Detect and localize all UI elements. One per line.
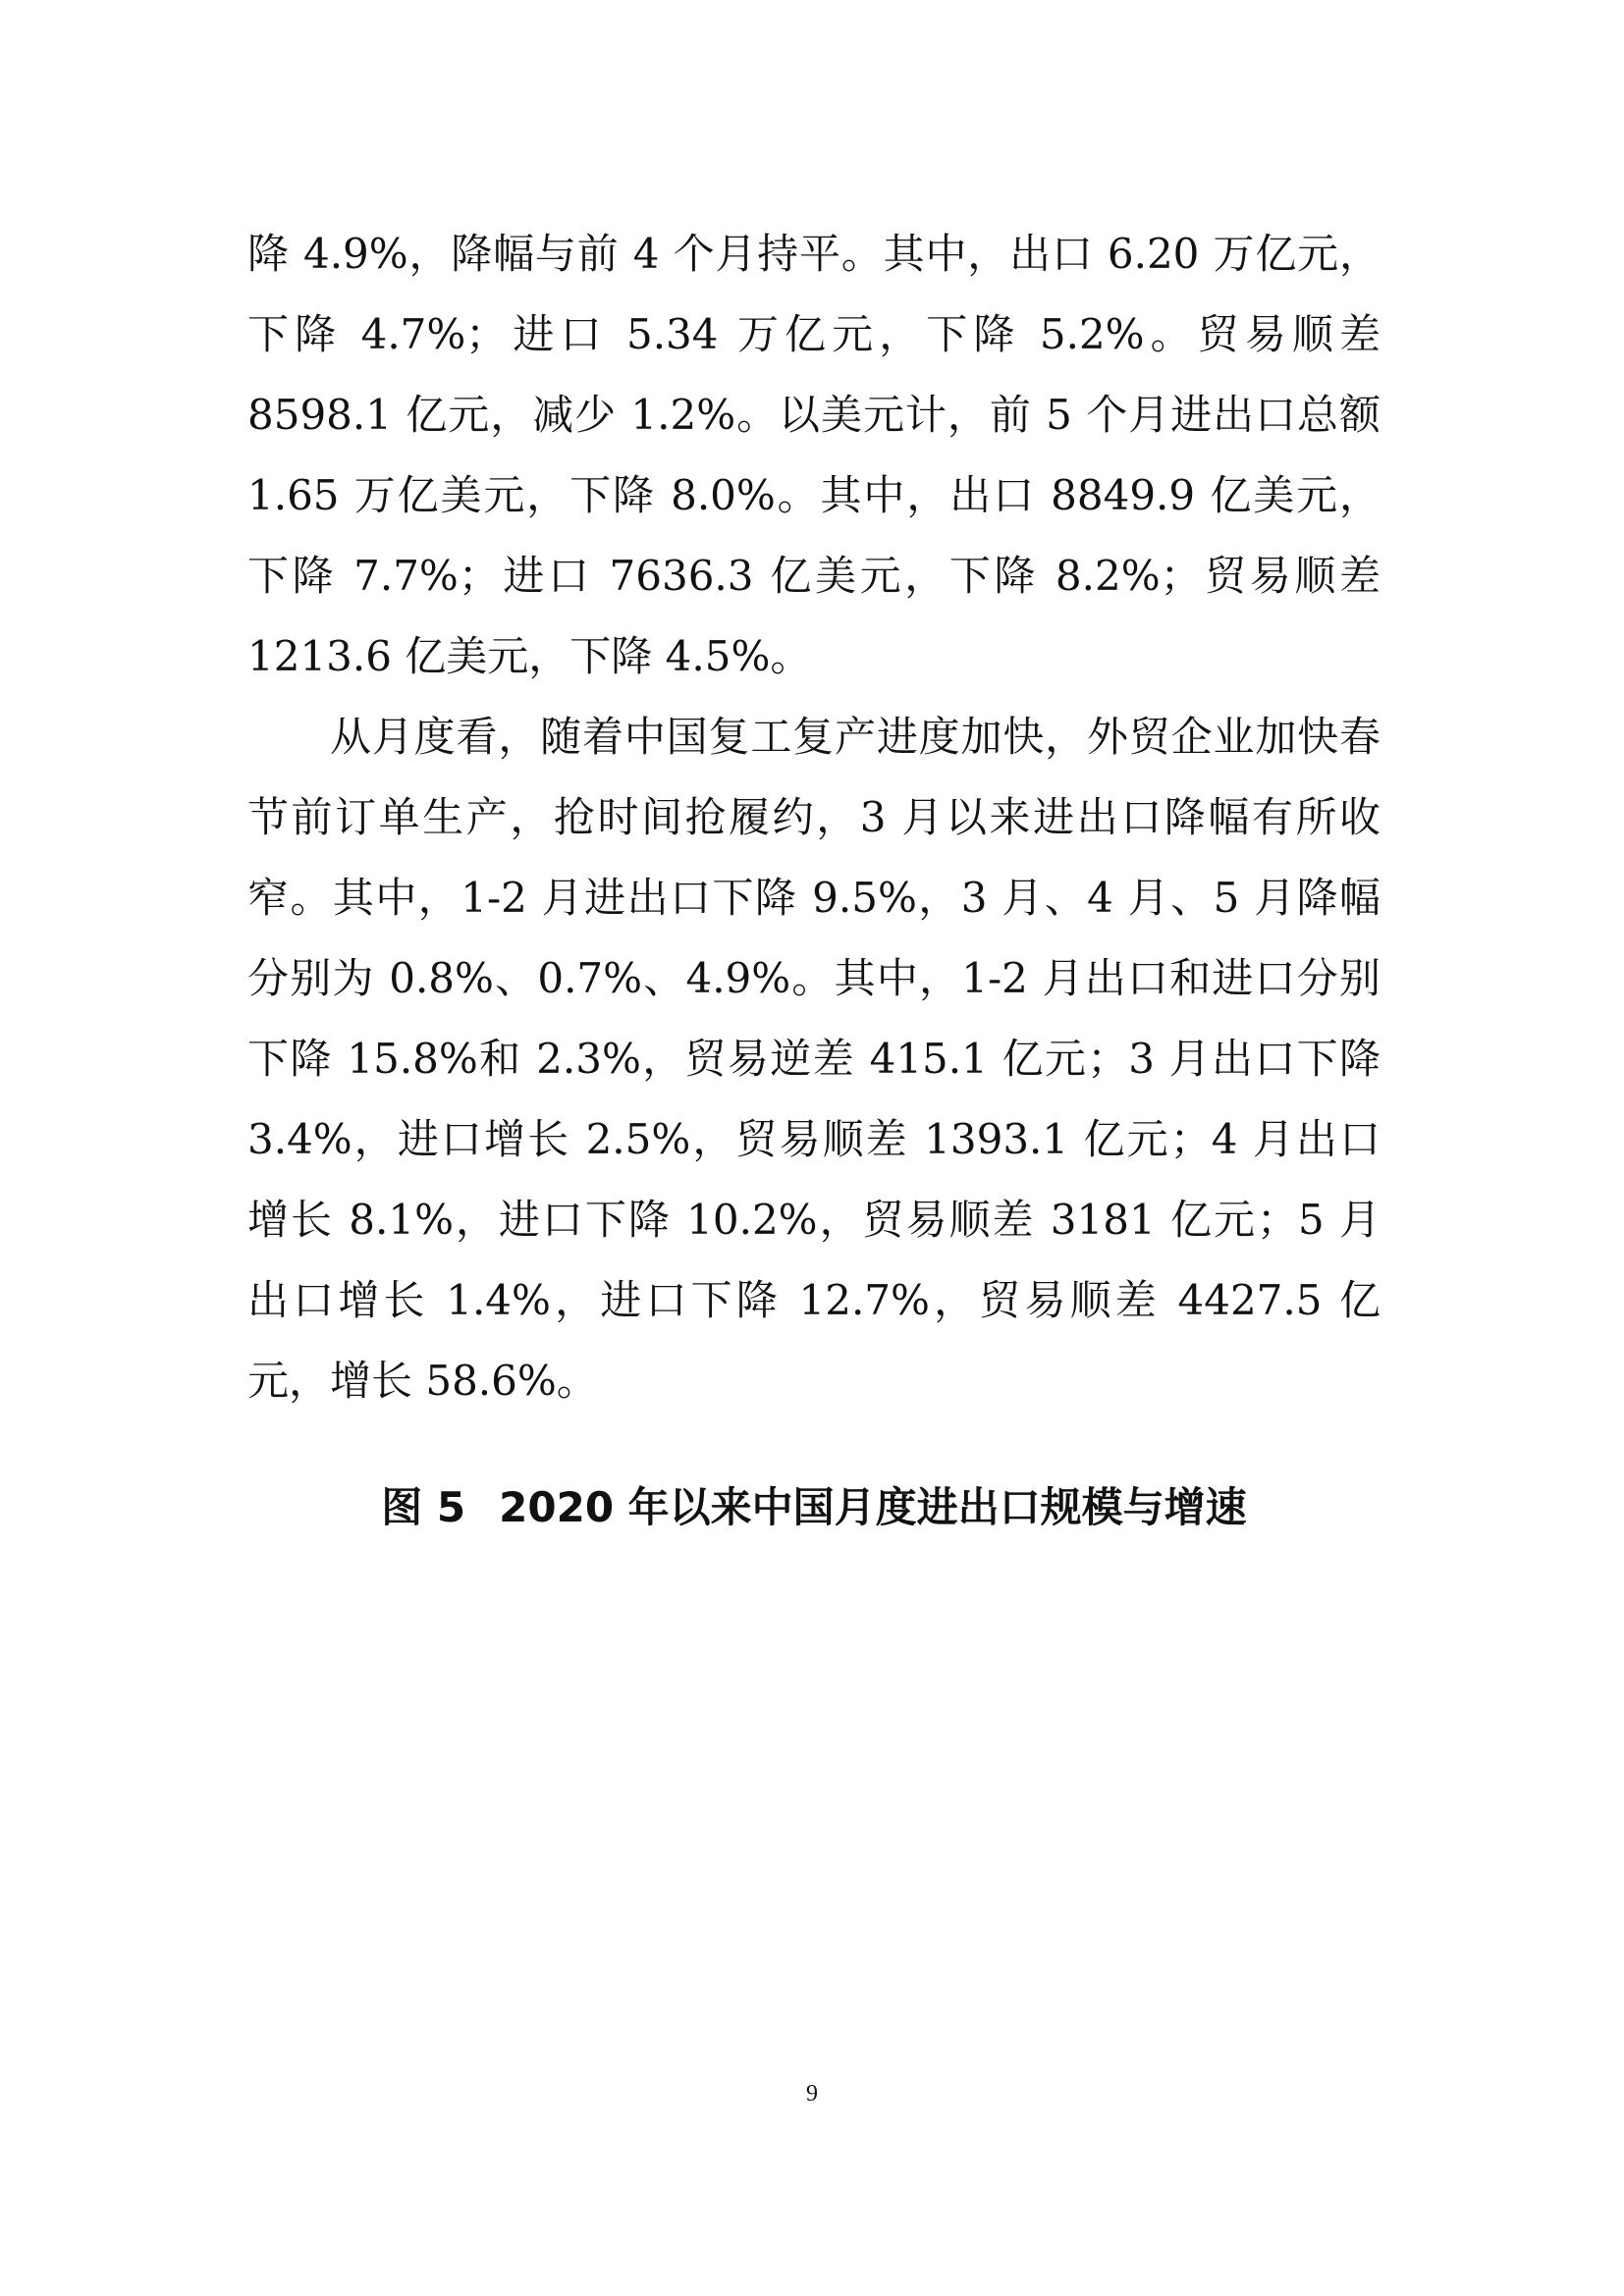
body-text — [247, 214, 1380, 1421]
paragraph-monthly-trade: 从月度看，随着中国复工复产进度加快，外贸企业加快春节前订单生产，抢时间抢履约，3 月以来进出口降幅有所收窄。其中，1-2 月进出口下降 9.5%，3 月、4 月、5 月降幅分别为 0.8%、0.7%、4.9%。其中，1-2 月出口和进口分别下降 15.8%和 2.3%，贸易逆差 415.1 亿元；3 月出口下降 3.4%，进口增长 2.5%，贸易顺差 1393.1 亿元；4 月出口增长 8.1%，进口下降 10.2%，贸易顺差 3181 亿元；5 月出口增长 1.4%，进口下降 12.7%，贸易顺差 4427.5 亿元，增长 58.6%。 — [247, 713, 1380, 1405]
figure-label: 图 5 — [381, 1483, 466, 1531]
paragraph-trade-summary: 降 4.9%，降幅与前 4 个月持平。其中，出口 6.20 万亿元，下降 4.7%；进口 5.34 万亿元，下降 5.2%。贸易顺差 8598.1 亿元，减少 1.2%。以美元计，前 5 个月进出口总额 1.65 万亿美元，下降 8.0%。其中，出口 8849.9 亿美元，下降 7.7%；进口 7636.3 亿美元，下降 8.2%；贸易顺差 1213.6 亿美元，下降 4.5%。 — [247, 230, 1380, 680]
figure-title: 2020 年以来中国月度进出口规模与增速 — [499, 1483, 1247, 1531]
page-number: 9 — [806, 2081, 818, 2107]
figure-caption — [247, 1478, 1380, 1537]
